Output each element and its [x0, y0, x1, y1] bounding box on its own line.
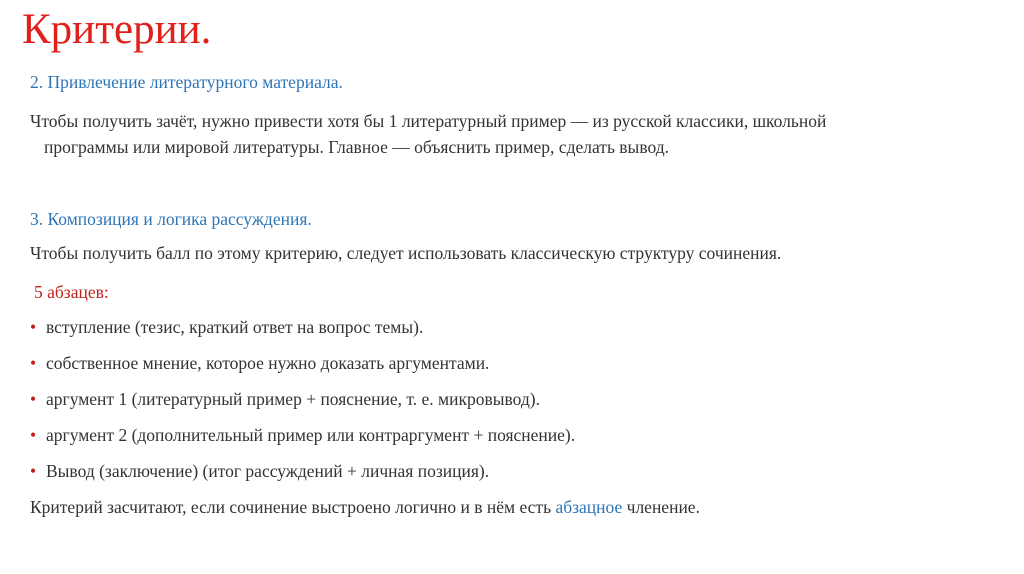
paragraphs-label: 5 абзацев: — [34, 282, 109, 302]
bullet-marker: • — [30, 461, 37, 481]
list-item: Вывод (заключение) (итог рассуждений + личная позиция). — [46, 461, 490, 481]
conclusion-before: Критерий засчитают, если сочинение выстроено логично и в нём есть — [30, 497, 556, 517]
bullet-marker: • — [30, 317, 37, 337]
conclusion-after: членение. — [622, 497, 700, 517]
slide-title: Критерии. — [22, 6, 212, 53]
list-item: аргумент 2 (дополнительный пример или контраргумент + пояснение). — [46, 425, 576, 445]
list-item: аргумент 1 (литературный пример + пояснение, т. е. микровывод). — [46, 389, 540, 409]
section-3-heading: 3. Композиция и логика рассуждения. — [30, 209, 312, 229]
conclusion-text — [30, 496, 700, 518]
section-2-heading: 2. Привлечение литературного материала. — [30, 72, 343, 92]
section-2-text-line-2: программы или мировой литературы. Главное — объяснить пример, сделать вывод. — [44, 137, 669, 157]
bullet-marker: • — [30, 389, 37, 409]
list-item: вступление (тезис, краткий ответ на вопрос темы). — [46, 317, 424, 337]
conclusion-highlight: абзацное — [555, 497, 623, 517]
section-3-text: Чтобы получить балл по этому критерию, следует использовать классическую структуру сочинения. — [30, 243, 782, 263]
list-item: собственное мнение, которое нужно доказать аргументами. — [46, 353, 490, 373]
bullet-marker: • — [30, 353, 37, 373]
bullet-marker: • — [30, 425, 37, 445]
section-2-text-line-1: Чтобы получить зачёт, нужно привести хотя бы 1 литературный пример — из русской классики, школьной — [30, 111, 827, 131]
